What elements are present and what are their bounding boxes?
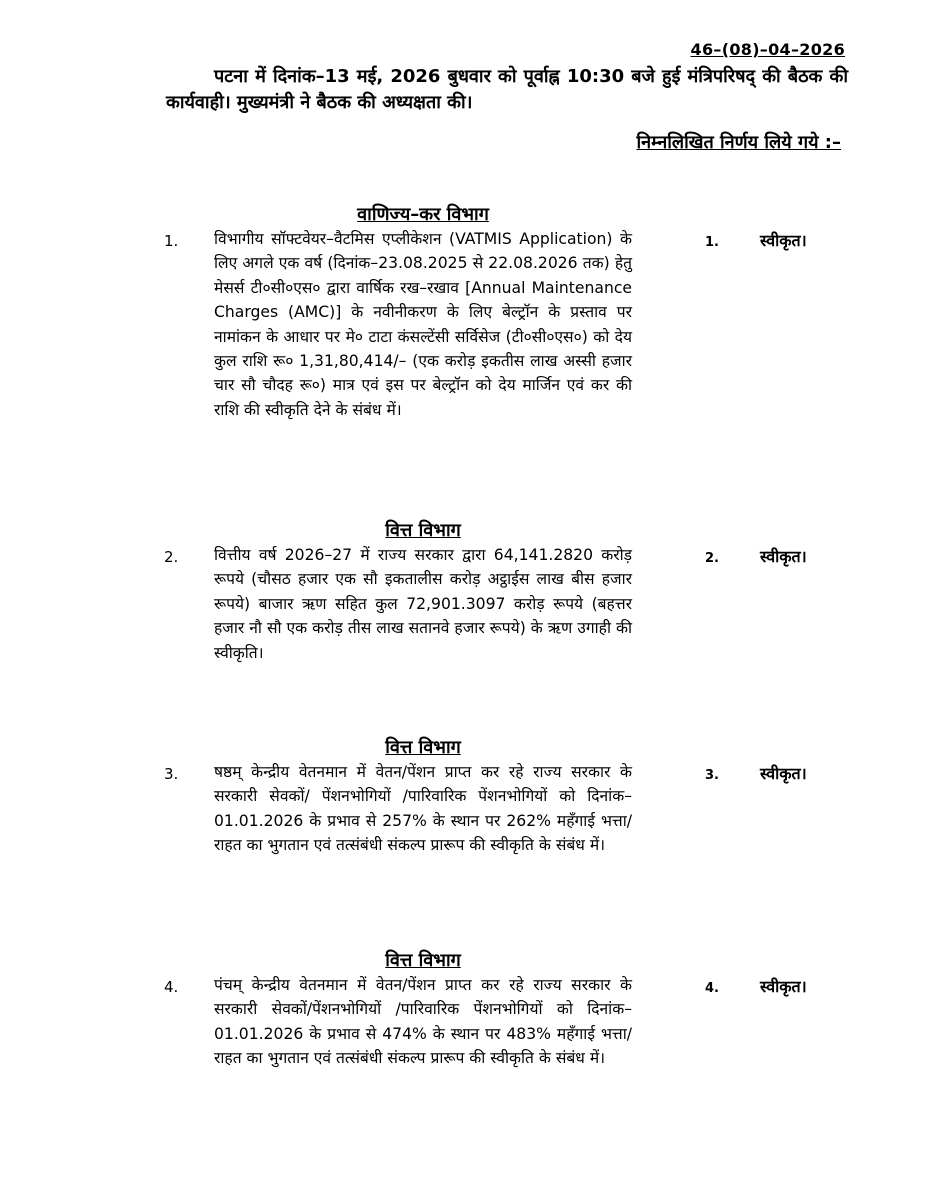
item-number: 1. (164, 232, 179, 250)
department-heading: वाणिज्य–कर विभाग (357, 204, 489, 225)
meeting-intro-text: पटना में दिनांक–13 मई, 2026 बुधवार को पूर्वाह्न 10:30 बजे हुई मंत्रिपरिषद् की बैठक की कार्यवाही। मुख्यमंत्री ने बैठक की अध्यक्षता की। (166, 66, 848, 113)
item-number: 3. (164, 765, 179, 783)
meeting-intro (166, 64, 848, 116)
result-status: स्वीकृत। (760, 977, 807, 996)
result-number: 2. (705, 551, 719, 566)
item-description: वित्तीय वर्ष 2026–27 में राज्य सरकार द्वारा 64,141.2820 करोड़ रूपये (चौसठ हजार एक सौ इकतालीस करोड़ अट्ठाईस लाख बीस हजार रूपये) बाजार ऋण सहित कुल 72,901.3097 करोड़ रूपये (बहत्तर हजार नौ सौ एक करोड़ तीस लाख सतानवे हजार रूपये) के ऋण उगाही की स्वीकृति। (214, 546, 632, 662)
item-description: पंचम् केन्द्रीय वेतनमान में वेतन/पेंशन प्राप्त कर रहे राज्य सरकार के सरकारी सेवकों/पेंशनभोगियों /पारिवारिक पेंशनभोगियों को दिनांक–01.01.2026 के प्रभाव से 474% के स्थान पर 483% महँगाई भत्ता/ राहत का भुगतान एवं तत्संबंधी संकल्प प्रारूप की स्वीकृति के संबंध में। (214, 976, 632, 1068)
reference-number: 46–(08)–04–2026 (690, 40, 845, 59)
department-heading: वित्त विभाग (385, 950, 461, 971)
item-number: 4. (164, 978, 179, 996)
result-status: स्वीकृत। (760, 547, 807, 566)
decisions-heading: निम्नलिखित निर्णय लिये गये :– (636, 132, 841, 153)
result-number: 1. (705, 235, 719, 250)
department-heading: वित्त विभाग (385, 737, 461, 758)
result-number: 4. (705, 981, 719, 996)
item-number: 2. (164, 548, 179, 566)
result-status: स्वीकृत। (760, 231, 807, 250)
item-description: विभागीय सॉफ्टवेयर–वैटमिस एप्लीकेशन (VATMIS Application) के लिए अगले एक वर्ष (दिनांक–23.08.2025 से 22.08.2026 तक) हेतु मेसर्स टी०सी०एस० द्वारा वार्षिक रख–रखाव [Annual Maintenance Charges (AMC)] के नवीनीकरण के लिए बेल्ट्रॉन के प्रस्ताव पर नामांकन के आधार पर मे० टाटा कंसल्टेंसी सर्विसेज (टी०सी०एस०) को देय कुल राशि रू० 1,31,80,414/– (एक करोड़ इकतीस लाख अस्सी हजार चार सौ चौदह रू०) मात्र एवं इस पर बेल्ट्रॉन को देय मार्जिन एवं कर की राशि की स्वीकृति देने के संबंध में। (214, 230, 632, 419)
item-description: षष्ठम् केन्द्रीय वेतनमान में वेतन/पेंशन प्राप्त कर रहे राज्य सरकार के सरकारी सेवकों/ पेंशनभोगियों /पारिवारिक पेंशनभोगियों को दिनांक–01.01.2026 के प्रभाव से 257% के स्थान पर 262% महँगाई भत्ता/ राहत का भुगतान एवं तत्संबंधी संकल्प प्रारूप की स्वीकृति के संबंध में। (214, 763, 632, 855)
result-status: स्वीकृत। (760, 764, 807, 783)
department-heading: वित्त विभाग (385, 520, 461, 541)
result-number: 3. (705, 768, 719, 783)
